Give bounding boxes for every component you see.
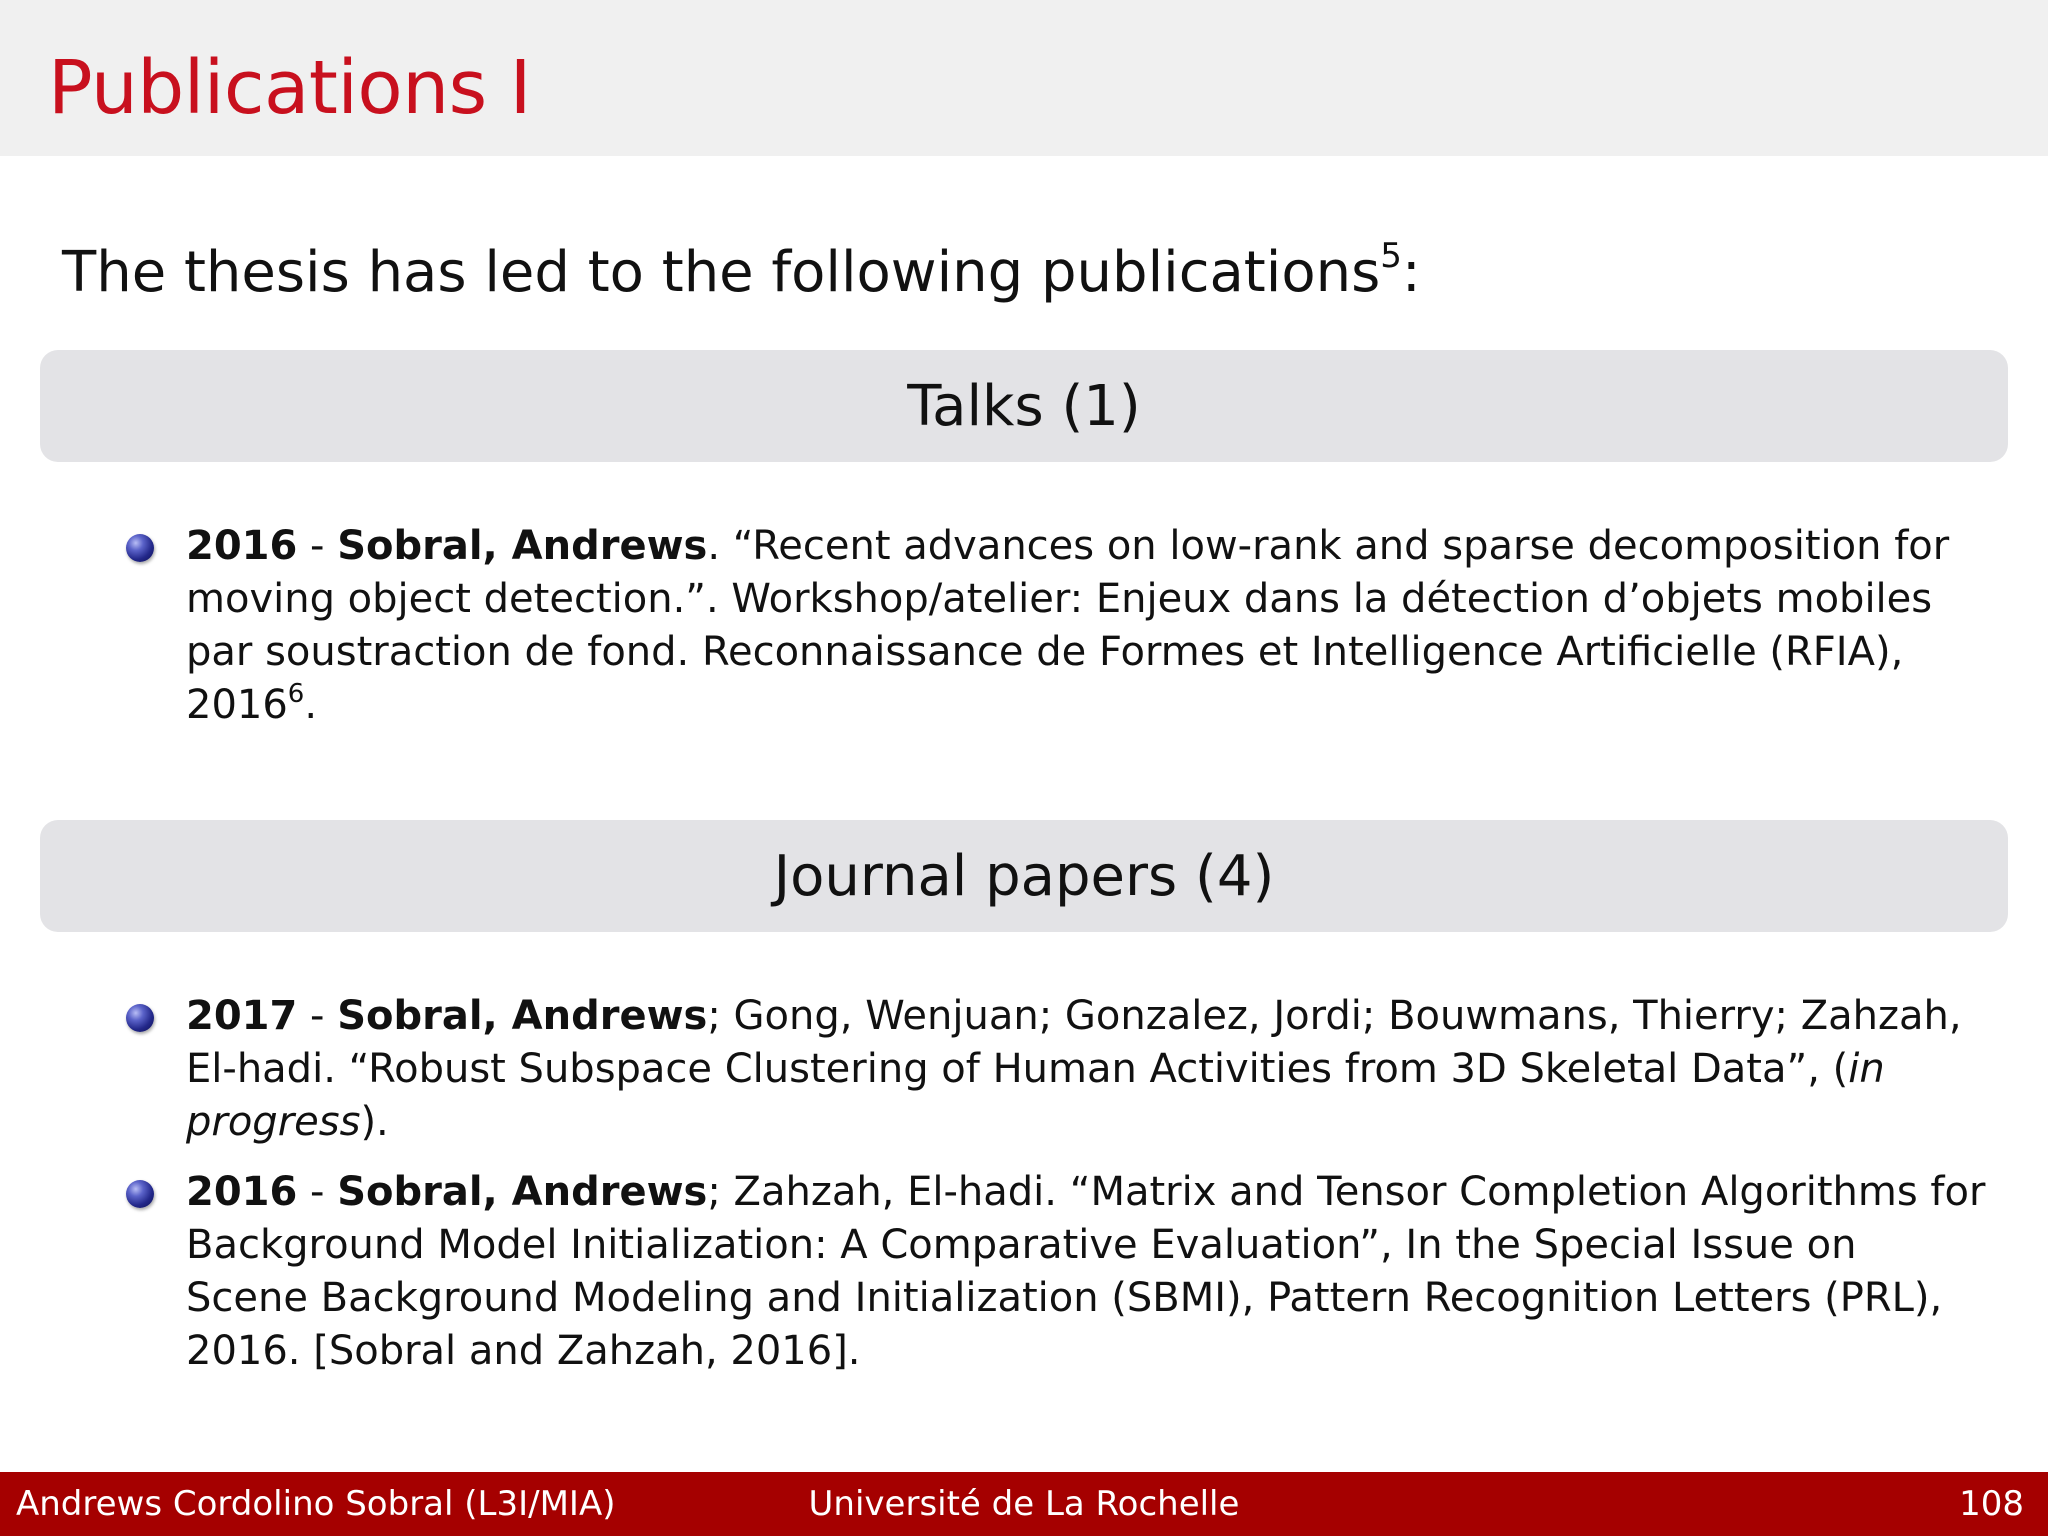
footnote-mark: 6 — [287, 679, 305, 709]
footer-institution: Université de La Rochelle — [808, 1484, 1240, 1524]
intro-end: : — [1401, 240, 1421, 305]
publication-entry — [186, 993, 1962, 1145]
publication-entry — [186, 523, 1949, 728]
pub-year: 2017 — [186, 993, 298, 1039]
pub-end: ). — [360, 1099, 389, 1145]
footnote-mark: 5 — [1380, 236, 1402, 276]
pub-separator: - — [297, 993, 338, 1039]
pub-text: ; Zahzah, El-hadi. “Matrix and Tensor Completion Algorithms for Background Model Initialization: A Comparative Evaluation”, In the Special Issue on Scene Background Modeling and Initialization (SBMI), Pattern Recognition Letters (PRL), 2016. [Sobral and Zahzah, 2016]. — [186, 1169, 1986, 1374]
slide-title: Publications I — [48, 45, 531, 131]
pub-year: 2016 — [186, 1169, 298, 1215]
list-item — [0, 1166, 2048, 1378]
talks-block-header: Talks (1) — [40, 350, 2008, 462]
pub-year: 2016 — [186, 523, 298, 569]
footer-author: Andrews Cordolino Sobral (L3I/MIA) — [16, 1484, 616, 1524]
pub-end: . — [304, 682, 318, 728]
pub-author: Sobral, Andrews — [337, 523, 708, 569]
pub-text: . “Recent advances on low-rank and sparse decomposition for moving object detection.”. Workshop/atelier: Enjeux dans la détection d’objets mobiles par soustraction de fond. Reconnaissance de Formes et Intelligence Artificielle (RFIA), 2016 — [186, 523, 1950, 728]
list-item — [0, 520, 2048, 732]
list-item — [0, 990, 2048, 1149]
slide-footer — [0, 1472, 2048, 1536]
pub-author: Sobral, Andrews — [337, 993, 708, 1039]
pub-separator: - — [297, 523, 338, 569]
journal-list — [0, 990, 2048, 1395]
bullet-icon — [126, 1004, 154, 1032]
pub-status: in progress — [186, 1046, 1885, 1145]
bullet-icon — [126, 534, 154, 562]
journals-block-header: Journal papers (4) — [40, 820, 2008, 932]
bullet-icon — [126, 1180, 154, 1208]
publication-entry — [186, 1169, 1985, 1374]
pub-text: ; Gong, Wenjuan; Gonzalez, Jordi; Bouwmans, Thierry; Zahzah, El-hadi. “Robust Subspace Clustering of Human Activities from 3D Skeletal Data”, ( — [186, 993, 1962, 1092]
pub-separator: - — [297, 1169, 338, 1215]
talks-list — [0, 520, 2048, 749]
page-number: 108 — [1959, 1484, 2024, 1524]
pub-author: Sobral, Andrews — [337, 1169, 708, 1215]
intro-main: The thesis has led to the following publications — [62, 240, 1381, 305]
intro-text — [62, 238, 1421, 308]
slide-header — [0, 0, 2048, 156]
